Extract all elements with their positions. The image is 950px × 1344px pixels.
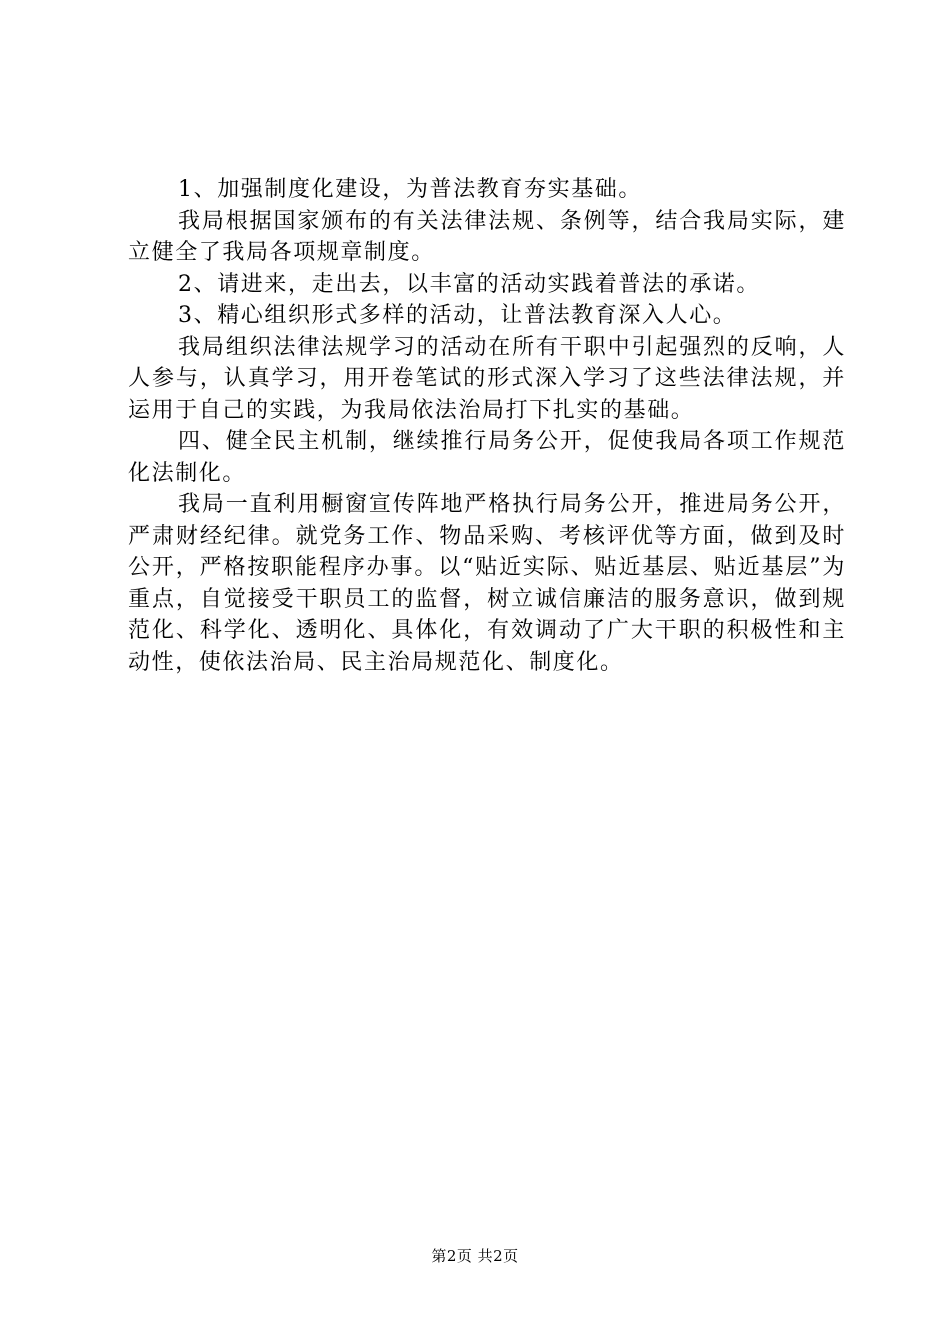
- paragraph-heading-2: 2、请进来，走出去，以丰富的活动实践着普法的承诺。: [178, 271, 760, 297]
- paragraph-body-1: 我局根据国家颁布的有关法律法规、条例等，结合我局实际，建立健全了我局各项规章制度。: [128, 208, 846, 265]
- paragraph-heading-3: 3、精心组织形式多样的活动，让普法教育深入人心。: [178, 303, 737, 328]
- paragraph-body-4: 我局一直利用橱窗宣传阵地严格执行局务公开，推进局务公开，严肃财经纪律。就党务工作、物品采购、考核评优等方面，做到及时公开，严格按职能程序办事。以“贴近实际、贴近基层、贴近基层”为重点，自觉接受干职员工的监督，树立诚信廉洁的服务意识，做到规范化、科学化、透明化、具体化，有效调动了广大干职的积极性和主动性，使依法治局、民主治局规范化、制度化。: [128, 492, 846, 675]
- paragraph-heading-4: 四、健全民主机制，继续推行局务公开，促使我局各项工作规范化法制化。: [128, 429, 846, 486]
- paragraph-heading-1: 1、加强制度化建设，为普法教育夯实基础。: [178, 177, 642, 202]
- paragraph-body-3: 我局组织法律法规学习的活动在所有干职中引起强烈的反响，人人参与，认真学习，用开卷笔试的形式深入学习了这些法律法规，并运用于自己的实践，为我局依法治局打下扎实的基础。: [128, 334, 846, 423]
- page-number-footer: 第2页 共2页: [431, 1247, 519, 1265]
- document-body: [128, 174, 846, 678]
